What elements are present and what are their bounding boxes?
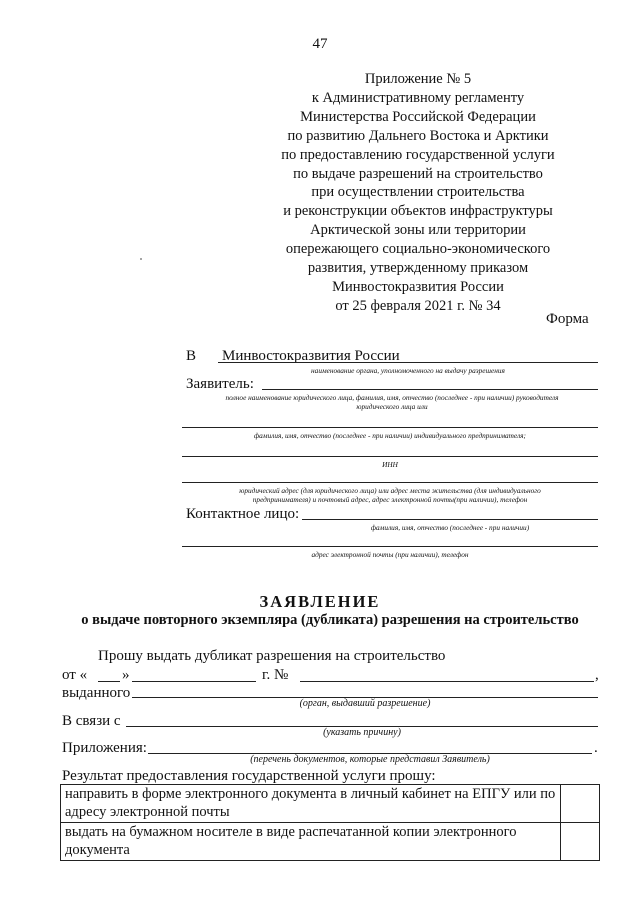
recipient-line[interactable] <box>218 362 598 363</box>
inn-caption: ИНН <box>382 460 398 469</box>
scan-speck <box>140 258 142 260</box>
applicant-line[interactable] <box>262 389 598 390</box>
email-caption: адрес электронной почты (при наличии), телефон <box>311 550 469 559</box>
option-checkbox[interactable] <box>561 823 600 861</box>
inn-line[interactable] <box>182 456 598 457</box>
appendix-line: по развитию Дальнего Востока и Арктики <box>287 127 549 144</box>
appendix-line: по выдаче разрешений на строительство <box>293 165 543 182</box>
appendix-line: опережающего социально-экономического <box>285 241 551 258</box>
contact-label: Контактное лицо: <box>186 506 300 522</box>
contact-line[interactable] <box>302 519 598 520</box>
fio-line[interactable] <box>182 427 598 428</box>
page-number: 47 <box>312 36 328 52</box>
fio-caption: фамилия, имя, отчество (последнее - при наличии) индивидуального предпринимателя; <box>254 431 526 440</box>
number-label: г. № <box>262 667 289 683</box>
date-close-quote: » <box>122 667 130 683</box>
appendix-line: по предоставлению государственной услуги <box>281 146 555 163</box>
recipient-value: Минвостокразвития России <box>222 348 400 364</box>
issued-caption: (орган, выдавший разрешение) <box>299 698 431 709</box>
applicant-label: Заявитель: <box>186 376 254 392</box>
appendix-line: от 25 февраля 2021 г. № 34 <box>335 297 501 314</box>
appendix-line: развития, утвержденному приказом <box>307 260 529 277</box>
issued-label: выданного <box>62 685 131 701</box>
document-title: ЗАЯВЛЕНИЕ <box>259 592 381 611</box>
applicant-caption-2: юридического лица или <box>356 402 428 411</box>
appendix-line: Арктической зоны или территории <box>310 222 526 239</box>
appendix-line: при осуществлении строительства <box>311 184 525 201</box>
appendix-line: Минвостокразвития России <box>332 278 504 295</box>
address-caption-1: юридический адрес (для юридического лица) или адрес места жительства (для индивидуального <box>239 486 541 495</box>
reason-caption: (указать причину) <box>323 727 401 738</box>
option-label: выдать на бумажном носителе в виде распечатанной копии электронного документа <box>61 823 561 861</box>
address-caption-2: предпринимателя) и почтовый адрес, адрес электронной почты(при наличии), телефон <box>252 495 528 504</box>
reason-label: В связи с <box>62 713 121 729</box>
email-line[interactable] <box>182 546 598 547</box>
recipient-prefix: В <box>186 348 197 364</box>
recipient-caption: наименование органа, уполномоченного на выдачу разрешения <box>311 366 505 375</box>
appendix-line: к Административному регламенту <box>311 89 525 106</box>
date-month-year-field[interactable] <box>132 681 256 682</box>
document-subtitle: о выдаче повторного экземпляра (дубликата) разрешения на строительство <box>81 612 579 628</box>
appendix-line: и реконструкции объектов инфраструктуры <box>283 203 553 220</box>
request-text: Прошу выдать дубликат разрешения на строительство <box>98 648 446 664</box>
result-options-table <box>60 784 600 861</box>
table-row <box>61 785 600 823</box>
appendix-block <box>268 70 568 316</box>
date-open-quote: от « <box>62 667 88 683</box>
form-label: Форма <box>546 311 589 327</box>
option-checkbox[interactable] <box>561 785 600 823</box>
attachments-period: . <box>594 740 598 756</box>
applicant-caption-1: полное наименование юридического лица, фамилия, имя, отчество (последнее - при наличии) руководителя <box>225 393 559 402</box>
table-row <box>61 823 600 861</box>
permit-number-field[interactable] <box>300 681 594 682</box>
option-label: направить в форме электронного документа в личный кабинет на ЕПГУ или по адресу электронной почты <box>61 785 561 823</box>
address-line[interactable] <box>182 482 598 483</box>
result-label: Результат предоставления государственной услуги прошу: <box>62 768 436 784</box>
appendix-line: Приложение № 5 <box>364 71 472 87</box>
comma-mark: , <box>595 667 599 683</box>
date-day-field[interactable] <box>98 681 120 682</box>
contact-caption: фамилия, имя, отчество (последнее - при наличии) <box>370 523 530 532</box>
attachments-caption: (перечень документов, которые представил Заявитель) <box>250 754 490 765</box>
attachments-label: Приложения: <box>62 740 147 756</box>
appendix-line: Министерства Российской Федерации <box>300 108 536 125</box>
